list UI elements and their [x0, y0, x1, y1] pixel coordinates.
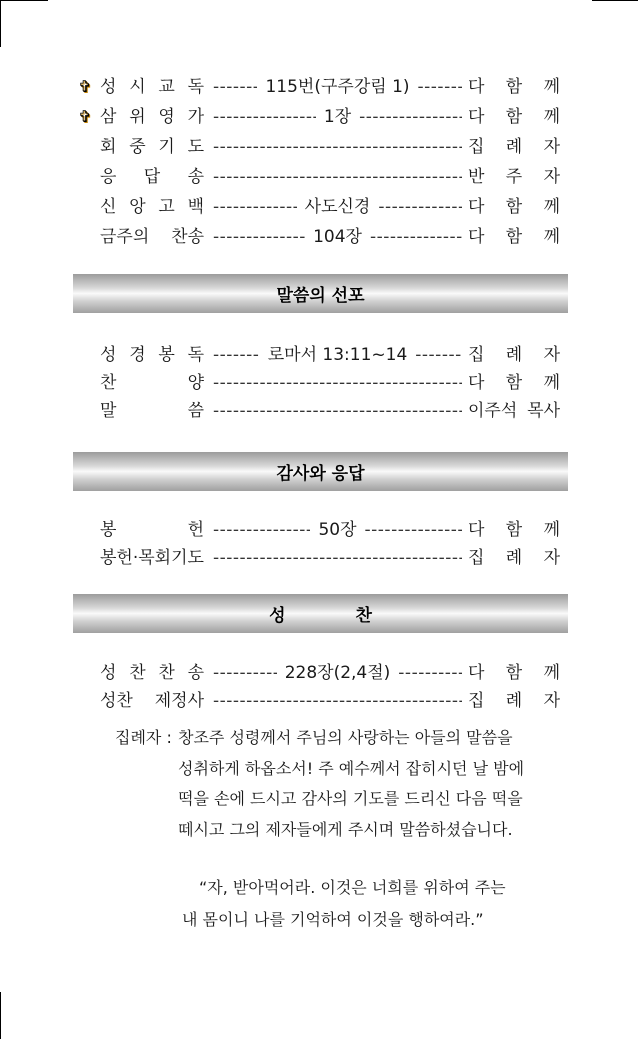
item-label-part: 성	[100, 663, 117, 683]
speaker-label: 집례자 :	[115, 728, 172, 747]
item-label-part: 고	[158, 197, 175, 217]
leader-line	[213, 74, 462, 100]
item-detail: 104장	[313, 227, 362, 247]
program-row	[76, 370, 564, 396]
item-role-part: 집	[468, 691, 485, 711]
item-label	[100, 398, 204, 424]
item-label-part: 신	[100, 197, 117, 217]
cross-icon: ✞	[78, 77, 92, 96]
leader-line	[213, 370, 462, 396]
dash-leader	[213, 134, 462, 160]
program-row	[76, 545, 564, 571]
item-label-part: 성	[100, 77, 117, 97]
quote-line: 내 몸이니 나를 기억하여 이것을 행하여라.”	[182, 910, 484, 929]
item-label	[100, 688, 204, 714]
item-role	[468, 134, 560, 160]
item-label-part: 회	[100, 137, 117, 157]
item-role-part: 께	[543, 77, 560, 97]
liturgy-line: 떼시고 그의 제자들에게 주시며 말씀하셨습니다.	[178, 819, 513, 839]
dash-leader	[213, 545, 462, 571]
item-label-part: 찬	[100, 373, 117, 393]
item-label-part: 말	[100, 401, 117, 421]
item-label-part: 가	[187, 107, 204, 127]
item-detail: 115번(구주강림 1)	[265, 77, 410, 97]
item-role-part: 주	[505, 167, 523, 187]
item-label-part: 송	[187, 663, 204, 683]
item-role-part: 함	[505, 663, 523, 683]
item-label-part: 삼	[100, 107, 117, 127]
program-row	[76, 224, 564, 250]
dash-leader	[213, 688, 462, 714]
cross-icon: ✞	[78, 107, 92, 126]
dash-leader	[213, 74, 257, 100]
item-label	[100, 370, 204, 396]
item-label-part: 봉	[100, 520, 117, 540]
item-detail: 로마서 13:11~14	[267, 345, 408, 365]
item-label-part: 독	[187, 77, 204, 97]
dash-leader	[378, 194, 462, 220]
leader-line	[213, 688, 462, 714]
crop-mark-top-right-h	[592, 0, 638, 1]
item-role-part: 집	[468, 548, 485, 568]
leader-line	[213, 517, 462, 543]
dash-leader	[359, 104, 462, 130]
leader-line	[213, 134, 462, 160]
item-label-part: 성	[100, 345, 117, 365]
item-detail: 사도신경	[304, 197, 371, 217]
item-label-part: 영	[158, 107, 175, 127]
crop-mark-top-left-h	[0, 0, 48, 1]
leader-line	[213, 164, 462, 190]
section-banner-word: 말씀의 선포	[73, 274, 568, 313]
item-role	[468, 660, 560, 686]
item-label	[100, 660, 204, 686]
program-row	[76, 660, 564, 686]
item-role	[468, 164, 560, 190]
program-row	[76, 164, 564, 190]
dash-leader	[213, 398, 462, 424]
item-role-part: 께	[543, 373, 560, 393]
item-label-part: 백	[187, 197, 204, 217]
item-label	[100, 74, 204, 100]
section-banner-eucharist	[73, 594, 568, 633]
item-role	[468, 104, 560, 130]
item-role	[468, 398, 560, 424]
item-role-part: 함	[505, 107, 523, 127]
item-detail: 228장(2,4절)	[284, 663, 391, 683]
dash-leader	[213, 370, 462, 396]
item-label	[100, 342, 204, 368]
item-label-part: 교	[158, 77, 175, 97]
item-role-part: 자	[543, 167, 560, 187]
item-role-part: 께	[543, 107, 560, 127]
item-role-part: 다	[468, 227, 485, 247]
item-label-part: 봉	[158, 345, 175, 365]
item-label-part: 양	[187, 373, 204, 393]
item-label-part: 답	[143, 167, 161, 187]
program-row	[76, 398, 564, 424]
item-role-part: 께	[543, 227, 560, 247]
item-role-part: 함	[505, 227, 523, 247]
item-role	[468, 342, 560, 368]
item-label-part: 찬	[158, 663, 175, 683]
item-label	[100, 134, 204, 160]
program-row	[76, 517, 564, 543]
banner-part: 성	[269, 606, 286, 626]
item-role-part: 함	[505, 373, 523, 393]
item-role	[468, 545, 560, 571]
item-role-part: 집	[468, 137, 485, 157]
item-role-part: 례	[505, 548, 523, 568]
dash-leader	[213, 194, 297, 220]
dash-leader	[365, 517, 462, 543]
item-label-part: 봉헌·목회기도	[100, 548, 204, 568]
item-label-part: 경	[129, 345, 146, 365]
item-role-part: 께	[543, 520, 560, 540]
liturgy-line: 성취하게 하옵소서! 주 예수께서 잡히시던 날 밤에	[178, 758, 525, 778]
dash-leader	[213, 224, 305, 250]
item-label-part: 응	[100, 167, 117, 187]
dash-leader	[418, 74, 462, 100]
item-label-part: 도	[187, 137, 204, 157]
item-label-part: 기	[158, 137, 175, 157]
item-label	[100, 517, 204, 543]
dash-leader	[213, 104, 316, 130]
leader-line	[213, 224, 462, 250]
item-label-part: 앙	[129, 197, 146, 217]
dash-leader	[213, 517, 310, 543]
item-role-part: 례	[505, 345, 523, 365]
item-label-part: 찬송	[171, 227, 204, 247]
dash-leader	[398, 660, 462, 686]
item-role-part: 다	[468, 520, 485, 540]
quote-line: “자, 받아먹어라. 이것은 너희를 위하여 주는	[199, 878, 506, 897]
dash-leader	[370, 224, 462, 250]
item-role-part: 함	[505, 77, 523, 97]
item-role	[468, 224, 560, 250]
item-label-part: 제정사	[154, 691, 204, 711]
item-role-part: 자	[543, 691, 560, 711]
item-label	[100, 224, 204, 250]
crop-mark-bottom-left-v	[0, 992, 1, 1039]
liturgy-line: 창조주 성령께서 주님의 사랑하는 아들의 말씀을	[178, 728, 513, 747]
item-label-part: 금주의	[100, 227, 150, 247]
item-label-part: 씀	[187, 401, 204, 421]
item-role-part: 다	[468, 373, 485, 393]
leader-line	[213, 104, 462, 130]
dash-leader	[213, 660, 277, 686]
leader-line	[213, 660, 462, 686]
item-role-part: 다	[468, 77, 485, 97]
item-role-part: 함	[505, 520, 523, 540]
item-label-part: 찬	[129, 663, 146, 683]
crop-mark-top-left-v	[0, 0, 1, 47]
liturgy-line: 떡을 손에 드시고 감사의 기도를 드리신 다음 떡을	[178, 789, 523, 808]
program-row	[76, 194, 564, 220]
item-label-part: 송	[187, 167, 204, 187]
leader-line	[213, 398, 462, 424]
item-label-part: 위	[129, 107, 146, 127]
item-label-part: 시	[129, 77, 146, 97]
item-role-part: 다	[468, 197, 485, 217]
item-label	[100, 164, 204, 190]
item-label	[100, 545, 204, 571]
program-row	[76, 688, 564, 714]
item-role	[468, 517, 560, 543]
program-row	[76, 74, 564, 100]
item-role-part: 목사	[527, 401, 560, 421]
item-role-part: 께	[543, 197, 560, 217]
item-role-part: 께	[543, 663, 560, 683]
item-label-part: 중	[129, 137, 146, 157]
item-role-part: 다	[468, 663, 485, 683]
section-banner-thanks: 감사와 응답	[73, 452, 568, 491]
program-row	[76, 104, 564, 130]
item-label-part: 독	[187, 345, 204, 365]
item-role-part: 반	[468, 167, 485, 187]
item-role-part: 자	[543, 345, 560, 365]
item-label	[100, 194, 204, 220]
item-role-part: 다	[468, 107, 485, 127]
item-role-part: 집	[468, 345, 485, 365]
item-role-part: 이주석	[468, 401, 518, 421]
item-label-part: 헌	[187, 520, 204, 540]
item-role-part: 자	[543, 137, 560, 157]
item-role	[468, 688, 560, 714]
item-role-part: 자	[543, 548, 560, 568]
item-role-part: 례	[505, 137, 523, 157]
item-detail: 1장	[323, 107, 352, 127]
banner-part: 찬	[355, 606, 372, 626]
item-role	[468, 370, 560, 396]
item-label	[100, 104, 204, 130]
leader-line	[213, 342, 462, 368]
item-detail: 50장	[318, 520, 357, 540]
item-role	[468, 194, 560, 220]
program-row	[76, 342, 564, 368]
dash-leader	[415, 342, 462, 368]
dash-leader	[213, 164, 462, 190]
item-role-part: 함	[505, 197, 523, 217]
leader-line	[213, 545, 462, 571]
item-role-part: 례	[505, 691, 523, 711]
dash-leader	[213, 342, 260, 368]
program-row	[76, 134, 564, 160]
item-role	[468, 74, 560, 100]
item-label-part: 성찬	[100, 691, 133, 711]
leader-line	[213, 194, 462, 220]
